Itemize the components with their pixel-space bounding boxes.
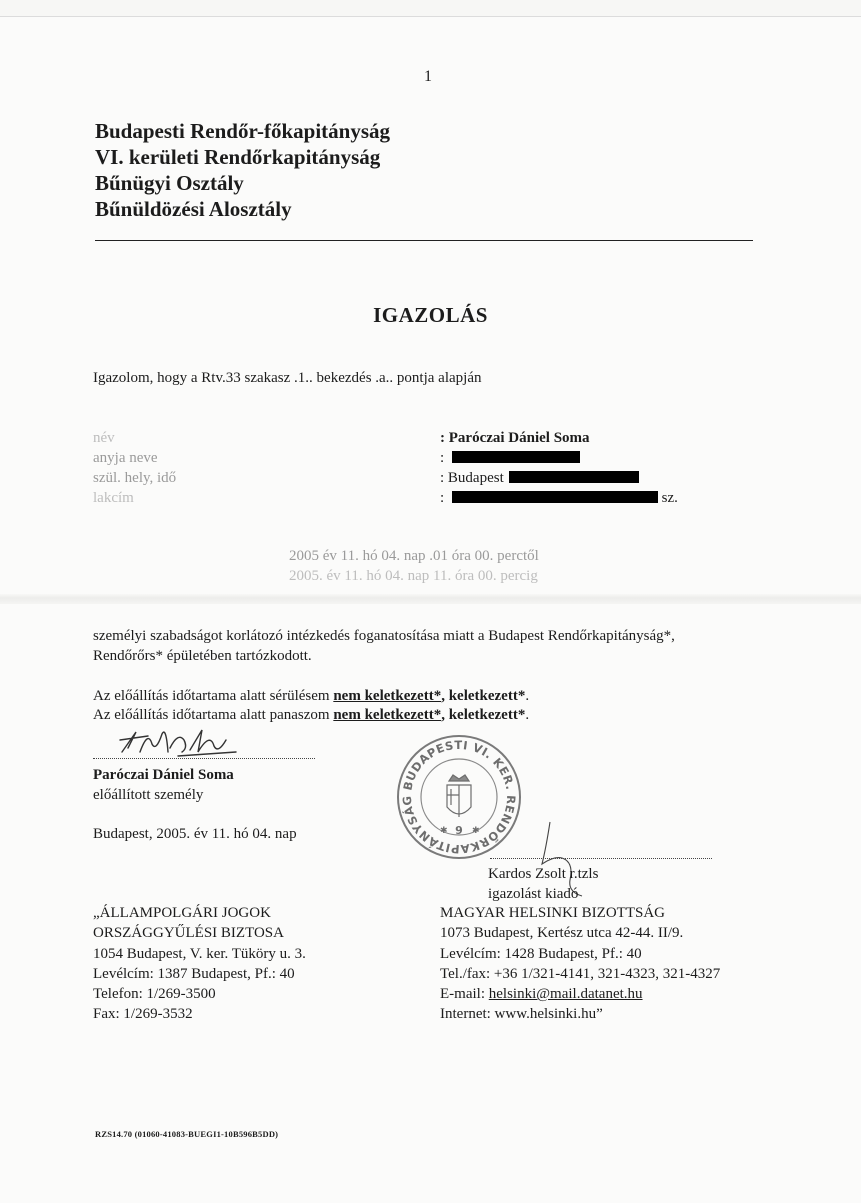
issuer-role: igazolást kiadó — [488, 886, 579, 902]
address-suffix: sz. — [661, 490, 678, 506]
header-rule — [95, 240, 753, 241]
helsinki-email-line — [440, 984, 720, 1004]
complaint-end: . — [525, 707, 530, 723]
period-from: 2005 év 11. hó 04. nap .01 óra 00. perctől — [289, 548, 539, 564]
mother-name-label: anyja neve — [93, 450, 158, 466]
detainee-signature-line — [93, 758, 315, 759]
injury-option-none: nem keletkezett* — [333, 688, 442, 704]
star-icon: ✱ — [472, 825, 480, 835]
ombudsman-line: „ÁLLAMPOLGÁRI JOGOK — [93, 905, 271, 921]
page-number: 1 — [424, 68, 432, 85]
email-label: E-mail: — [440, 986, 489, 1003]
period-to: 2005. év 11. hó 04. nap 11. óra 00. percig — [289, 568, 538, 584]
ombudsman-block — [93, 903, 306, 1025]
body-line-1: személyi szabadságot korlátozó intézkedés foganatosítása miatt a Budapest Rendőrkapitányság*, — [93, 628, 675, 644]
ombudsman-line: ORSZÁGGYŰLÉSI BIZTOSA — [93, 925, 284, 942]
birth-value — [440, 468, 639, 488]
coat-of-arms-icon — [447, 775, 471, 817]
header-line-4: Bűnüldözési Alosztály — [95, 197, 292, 221]
injury-option-yes: keletkezett* — [448, 688, 526, 704]
redaction-bar — [452, 491, 658, 503]
ombudsman-line: Telefon: 1/269-3500 — [93, 986, 216, 1003]
header-line-1: Budapesti Rendőr-főkapitányság — [95, 119, 391, 143]
address-label: lakcím — [93, 490, 134, 506]
injury-prefix: Az előállítás időtartama alatt sérülésem — [93, 688, 330, 704]
birth-place: : Budapest — [440, 470, 504, 486]
stamp-number: 9 — [455, 824, 463, 837]
place-date: Budapest, 2005. év 11. hó 04. nap — [93, 826, 297, 842]
body-line-2: Rendőrőrs* épületében tartózkodott. — [93, 648, 312, 664]
complaint-separator: , — [441, 707, 445, 723]
helsinki-line: Levélcím: 1428 Budapest, Pf.: 40 — [440, 945, 642, 962]
form-code: RZS14.70 (01060-41083-BUEGI1-10B596B5DD) — [95, 1129, 279, 1139]
helsinki-line: 1073 Budapest, Kertész utca 42-44. II/9. — [440, 925, 684, 942]
redaction-bar — [452, 451, 580, 463]
detainee-name: Paróczai Dániel Soma — [93, 767, 234, 783]
ombudsman-line: Levélcím: 1387 Budapest, Pf.: 40 — [93, 965, 295, 982]
complaint-option-yes: keletkezett* — [448, 707, 526, 723]
complaint-option-none: nem keletkezett* — [333, 707, 442, 723]
detainee-role: előállított személy — [93, 787, 204, 803]
email-link[interactable]: helsinki@mail.datanet.hu — [488, 986, 643, 1003]
issuer-name: Kardos Zsolt r.tzls — [488, 866, 599, 882]
header-line-3: Bűnügyi Osztály — [95, 171, 244, 195]
mother-name-value — [440, 448, 580, 468]
address-value — [440, 488, 678, 508]
mother-name-colon: : — [440, 450, 445, 466]
issuer-signature-line — [490, 858, 712, 859]
ombudsman-line: Fax: 1/269-3532 — [93, 1006, 193, 1023]
ombudsman-line: 1054 Budapest, V. ker. Tüköry u. 3. — [93, 945, 306, 962]
helsinki-line: Tel./fax: +36 1/321-4141, 321-4323, 321-4327 — [440, 965, 721, 982]
detainee-signature — [118, 722, 238, 762]
helsinki-block — [440, 903, 720, 1025]
paper-fold — [0, 594, 861, 604]
star-icon: ✱ — [440, 825, 448, 835]
redaction-bar — [509, 471, 639, 483]
injury-separator: , — [441, 688, 445, 704]
injury-end: . — [525, 688, 530, 704]
helsinki-line: MAGYAR HELSINKI BIZOTTSÁG — [440, 905, 665, 921]
complaint-prefix: Az előállítás időtartama alatt panaszom — [93, 707, 330, 723]
document-title: IGAZOLÁS — [373, 303, 488, 327]
header-line-2: VI. kerületi Rendőrkapitányság — [95, 145, 381, 169]
stamp-text: BUDAPESTI VI. KER. RENDŐRKAPITÁNYSÁG — [399, 737, 519, 857]
intro-text: Igazolom, hogy a Rtv.33 szakasz .1.. bekezdés .a.. pontja alapján — [93, 370, 482, 386]
name-value: : Paróczai Dániel Soma — [440, 430, 590, 446]
helsinki-internet-line: Internet: www.helsinki.hu” — [440, 1006, 603, 1023]
official-stamp — [395, 733, 523, 861]
birth-label: szül. hely, idő — [93, 470, 177, 486]
injury-statement — [93, 686, 529, 706]
address-colon: : — [440, 490, 445, 506]
name-label: név — [93, 430, 115, 446]
